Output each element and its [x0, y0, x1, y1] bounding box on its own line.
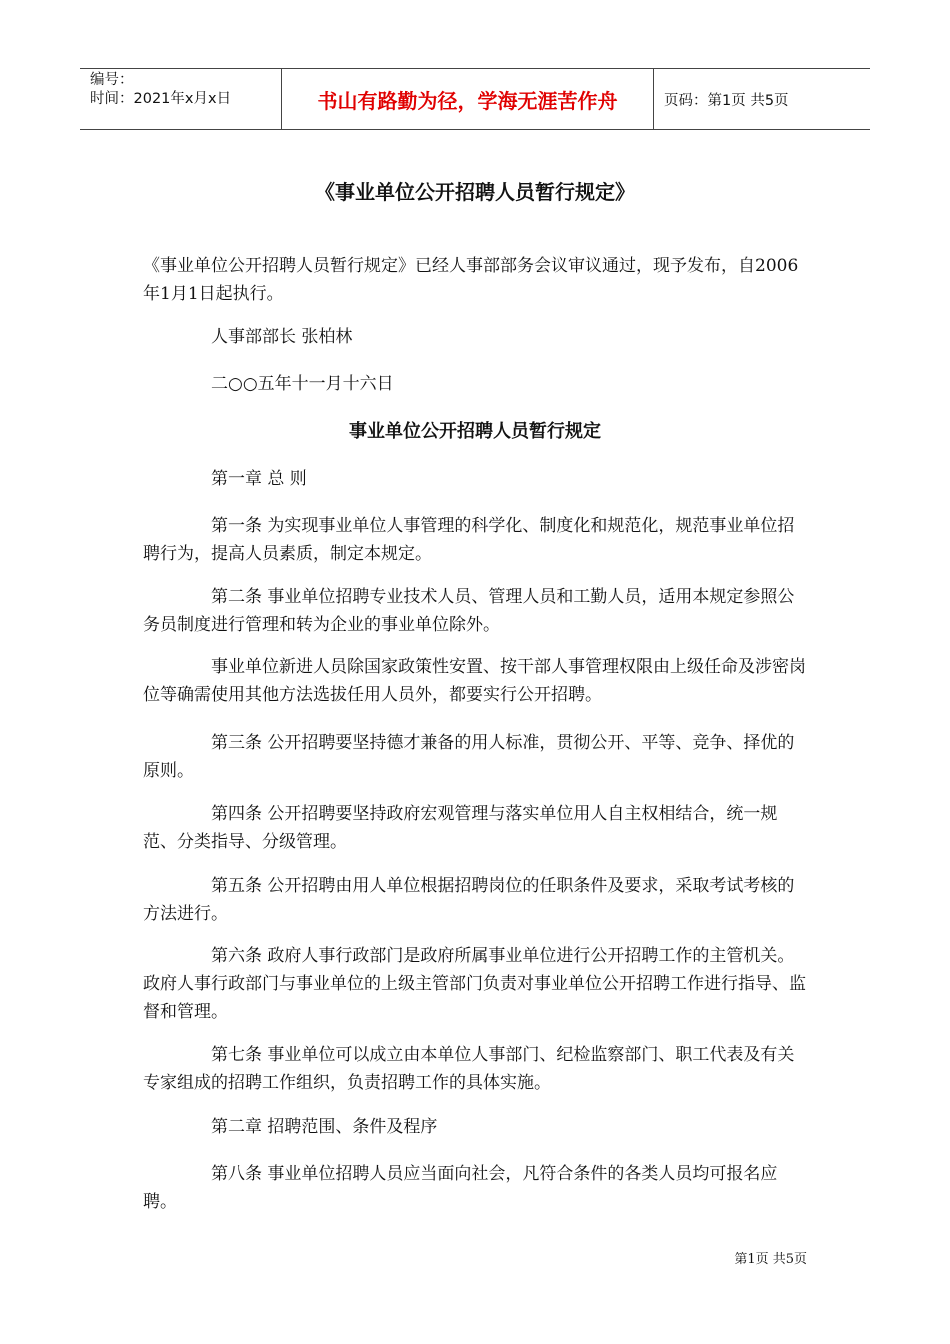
article-8: 第八条 事业单位招聘人员应当面向社会，凡符合条件的各类人员均可报名应聘。	[143, 1164, 778, 1212]
header-page-label: 页码：第1页 共5页	[664, 92, 789, 109]
article-2-paragraph-2: 事业单位新进人员除国家政策性安置、按干部人事管理权限由上级任命及涉密岗位等确需使用其他方法选拔任用人员外，都要实行公开招聘。	[143, 657, 806, 705]
article-3: 第三条 公开招聘要坚持德才兼备的用人标准，贯彻公开、平等、竞争、择优的原则。	[143, 733, 795, 781]
signer-line: 人事部部长 张柏林	[211, 327, 353, 347]
time-label: 时间：2021年x月x日	[90, 91, 232, 107]
page-header	[80, 68, 870, 130]
intro-paragraph: 《事业单位公开招聘人员暂行规定》已经人事部部务会议审议通过，现予发布，自2006年1月1日起执行。	[143, 256, 799, 304]
header-motto: 书山有路勤为径，学海无涯苦作舟	[282, 69, 654, 129]
date-line: 二○○五年十一月十六日	[211, 374, 394, 394]
chapter-1-heading: 第一章 总 则	[211, 469, 307, 489]
number-label: 编号：	[90, 72, 134, 88]
article-1: 第一条 为实现事业单位人事管理的科学化、制度化和规范化，规范事业单位招聘行为，提高人员素质，制定本规定。	[143, 516, 795, 564]
article-5: 第五条 公开招聘由用人单位根据招聘岗位的任职条件及要求，采取考试考核的方法进行。	[143, 876, 795, 924]
article-2: 第二条 事业单位招聘专业技术人员、管理人员和工勤人员，适用本规定参照公务员制度进行管理和转为企业的事业单位除外。	[143, 587, 795, 635]
chapter-2-heading: 第二章 招聘范围、条件及程序	[211, 1117, 438, 1137]
page-footer: 第1页 共5页	[734, 1252, 807, 1267]
article-4: 第四条 公开招聘要坚持政府宏观管理与落实单位用人自主权相结合，统一规范、分类指导、分级管理。	[143, 804, 778, 852]
document-title: 《事业单位公开招聘人员暂行规定》	[315, 180, 635, 204]
article-6: 第六条 政府人事行政部门是政府所属事业单位进行公开招聘工作的主管机关。政府人事行政部门与事业单位的上级主管部门负责对事业单位公开招聘工作进行指导、监督和管理。	[143, 946, 806, 1022]
header-meta	[80, 69, 282, 129]
section-title: 事业单位公开招聘人员暂行规定	[349, 421, 601, 442]
article-7: 第七条 事业单位可以成立由本单位人事部门、纪检监察部门、职工代表及有关专家组成的招聘工作组织，负责招聘工作的具体实施。	[143, 1045, 795, 1093]
